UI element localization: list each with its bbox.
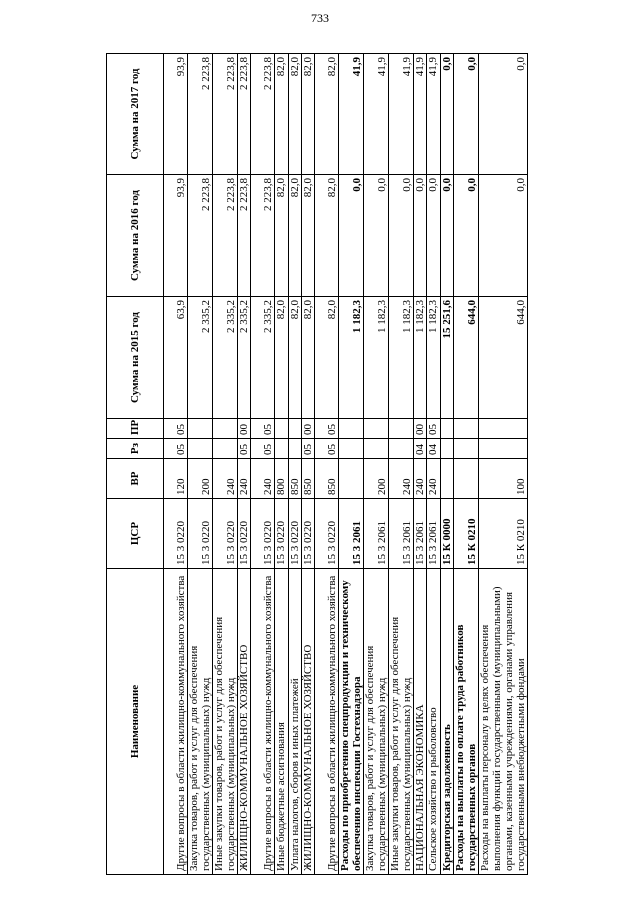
cell-vr <box>338 459 363 499</box>
cell-sum-2017: 93,9 <box>164 54 188 175</box>
cell-csr: 15 3 0220 <box>314 499 338 569</box>
cell-csr: 15 3 0220 <box>238 499 251 569</box>
cell-sum-2016: 82,0 <box>275 175 288 297</box>
page-number: 733 <box>311 11 329 25</box>
cell-sum-2017: 41,9 <box>414 54 427 175</box>
cell-pr <box>213 419 238 439</box>
cell-sum-2016: 0,0 <box>363 175 388 297</box>
cell-name: Иные закупки товаров, работ и услуг для обеспечения государственных (муниципальных) нужд <box>213 569 238 875</box>
cell-rz <box>478 439 527 459</box>
cell-vr: 100 <box>478 459 527 499</box>
cell-vr: 240 <box>251 459 275 499</box>
cell-sum-2016: 0,0 <box>427 175 440 297</box>
cell-name: Расходы на выплаты по оплате труда работников государственных органов <box>453 569 478 875</box>
cell-sum-2017: 0,0 <box>440 54 453 175</box>
cell-csr: 15 3 2061 <box>363 499 388 569</box>
table-row <box>213 54 238 875</box>
table-row <box>427 54 440 875</box>
cell-sum-2017: 82,0 <box>275 54 288 175</box>
cell-rz <box>188 439 213 459</box>
cell-sum-2015: 1 182,3 <box>389 297 414 419</box>
budget-table <box>106 53 528 875</box>
cell-csr: 15 3 2061 <box>389 499 414 569</box>
cell-pr <box>363 419 388 439</box>
cell-sum-2015: 2 335,2 <box>188 297 213 419</box>
header-name: Наименование <box>107 569 164 875</box>
table-row <box>238 54 251 875</box>
cell-csr: 15 3 0220 <box>164 499 188 569</box>
cell-sum-2016: 0,0 <box>440 175 453 297</box>
cell-rz <box>453 439 478 459</box>
cell-sum-2016: 2 223,8 <box>213 175 238 297</box>
cell-name: Расходы по приобретению спецпродукции и техническому обеспечению инспекции Гостехнадзора <box>338 569 363 875</box>
cell-sum-2016: 82,0 <box>314 175 338 297</box>
cell-rz: 04 <box>427 439 440 459</box>
cell-sum-2015: 2 335,2 <box>251 297 275 419</box>
header-rz: Рз <box>107 439 164 459</box>
table-row <box>275 54 288 875</box>
cell-sum-2015: 82,0 <box>275 297 288 419</box>
cell-vr: 200 <box>363 459 388 499</box>
rotated-table-container <box>106 54 527 875</box>
cell-sum-2017: 82,0 <box>301 54 314 175</box>
cell-pr: 05 <box>314 419 338 439</box>
cell-sum-2016: 0,0 <box>414 175 427 297</box>
cell-pr: 05 <box>427 419 440 439</box>
cell-rz <box>338 439 363 459</box>
cell-sum-2015: 15 251,6 <box>440 297 453 419</box>
cell-rz: 05 <box>251 439 275 459</box>
cell-rz <box>363 439 388 459</box>
cell-sum-2015: 82,0 <box>288 297 301 419</box>
cell-sum-2015: 82,0 <box>301 297 314 419</box>
cell-sum-2015: 1 182,3 <box>414 297 427 419</box>
cell-name: Закупка товаров, работ и услуг для обеспечения государственных (муниципальных) нужд <box>188 569 213 875</box>
cell-pr: 05 <box>164 419 188 439</box>
cell-name: НАЦИОНАЛЬНАЯ ЭКОНОМИКА <box>414 569 427 875</box>
cell-sum-2015: 2 335,2 <box>238 297 251 419</box>
cell-vr: 200 <box>188 459 213 499</box>
cell-rz <box>275 439 288 459</box>
cell-sum-2017: 2 223,8 <box>238 54 251 175</box>
table-row <box>440 54 453 875</box>
cell-csr: 15 3 0220 <box>301 499 314 569</box>
cell-vr: 120 <box>164 459 188 499</box>
cell-sum-2017: 41,9 <box>389 54 414 175</box>
cell-rz: 05 <box>314 439 338 459</box>
cell-pr <box>389 419 414 439</box>
cell-rz <box>389 439 414 459</box>
cell-rz <box>288 439 301 459</box>
cell-name: Иные закупки товаров, работ и услуг для обеспечения государственных (муниципальных) нужд <box>389 569 414 875</box>
cell-name: Сельское хозяйство и рыболовство <box>427 569 440 875</box>
cell-sum-2017: 82,0 <box>314 54 338 175</box>
cell-sum-2015: 82,0 <box>314 297 338 419</box>
cell-sum-2017: 2 223,8 <box>213 54 238 175</box>
cell-vr: 240 <box>238 459 251 499</box>
cell-sum-2017: 41,9 <box>427 54 440 175</box>
cell-sum-2016: 82,0 <box>301 175 314 297</box>
cell-name: ЖИЛИЩНО-КОММУНАЛЬНОЕ ХОЗЯЙСТВО <box>238 569 251 875</box>
table-row <box>414 54 427 875</box>
cell-sum-2016: 2 223,8 <box>238 175 251 297</box>
cell-vr: 850 <box>288 459 301 499</box>
cell-vr: 850 <box>314 459 338 499</box>
table-row <box>251 54 275 875</box>
cell-sum-2016: 0,0 <box>453 175 478 297</box>
table-row <box>301 54 314 875</box>
table-row <box>478 54 527 875</box>
cell-sum-2016: 82,0 <box>288 175 301 297</box>
header-pr: ПР <box>107 419 164 439</box>
table-row <box>188 54 213 875</box>
cell-sum-2016: 93,9 <box>164 175 188 297</box>
table-row <box>314 54 338 875</box>
cell-rz: 05 <box>301 439 314 459</box>
table-row <box>389 54 414 875</box>
cell-csr: 15 3 0220 <box>275 499 288 569</box>
cell-csr: 15 К 0210 <box>478 499 527 569</box>
cell-pr: 00 <box>414 419 427 439</box>
table-row <box>453 54 478 875</box>
cell-csr: 15 3 2061 <box>414 499 427 569</box>
cell-rz: 05 <box>238 439 251 459</box>
cell-csr: 15 3 0220 <box>251 499 275 569</box>
table-row <box>164 54 188 875</box>
cell-sum-2015: 1 182,3 <box>363 297 388 419</box>
cell-name: Уплата налогов, сборов и иных платежей <box>288 569 301 875</box>
header-sum-2017: Сумма на 2017 год <box>107 54 164 175</box>
cell-name: Другие вопросы в области жилищно-коммунального хозяйства <box>164 569 188 875</box>
cell-sum-2017: 2 223,8 <box>251 54 275 175</box>
cell-sum-2017: 0,0 <box>453 54 478 175</box>
cell-pr <box>288 419 301 439</box>
cell-rz: 04 <box>414 439 427 459</box>
cell-sum-2016: 2 223,8 <box>251 175 275 297</box>
table-row <box>363 54 388 875</box>
cell-pr <box>275 419 288 439</box>
cell-name: Иные бюджетные ассигнования <box>275 569 288 875</box>
cell-name: Другие вопросы в области жилищно-коммунального хозяйства <box>314 569 338 875</box>
cell-sum-2017: 41,9 <box>363 54 388 175</box>
cell-vr <box>453 459 478 499</box>
cell-pr <box>338 419 363 439</box>
cell-rz: 05 <box>164 439 188 459</box>
cell-rz <box>213 439 238 459</box>
cell-sum-2016: 0,0 <box>478 175 527 297</box>
cell-csr: 15 К 0000 <box>440 499 453 569</box>
table-body <box>164 54 528 875</box>
cell-sum-2017: 82,0 <box>288 54 301 175</box>
cell-vr: 850 <box>301 459 314 499</box>
header-sum-2016: Сумма на 2016 год <box>107 175 164 297</box>
cell-sum-2017: 41,9 <box>338 54 363 175</box>
table-header-row <box>107 54 164 875</box>
cell-sum-2015: 644,0 <box>453 297 478 419</box>
cell-csr: 15 3 0220 <box>188 499 213 569</box>
cell-sum-2015: 1 182,3 <box>427 297 440 419</box>
cell-sum-2016: 2 223,8 <box>188 175 213 297</box>
table-row <box>338 54 363 875</box>
cell-pr: 00 <box>301 419 314 439</box>
header-vr: ВР <box>107 459 164 499</box>
cell-rz <box>440 439 453 459</box>
table-row <box>288 54 301 875</box>
cell-name: Другие вопросы в области жилищно-коммунального хозяйства <box>251 569 275 875</box>
cell-name: Расходы на выплаты персоналу в целях обеспечения выполнения функций государственными (муниципальными) органами, казенными учреждениями, органами управления государственными внебюджетными фондами <box>478 569 527 875</box>
cell-vr: 800 <box>275 459 288 499</box>
cell-vr: 240 <box>427 459 440 499</box>
cell-vr <box>440 459 453 499</box>
cell-csr: 15 3 0220 <box>288 499 301 569</box>
cell-pr <box>440 419 453 439</box>
cell-sum-2017: 2 223,8 <box>188 54 213 175</box>
header-sum-2015: Сумма на 2015 год <box>107 297 164 419</box>
cell-sum-2017: 0,0 <box>478 54 527 175</box>
cell-name: Закупка товаров, работ и услуг для обеспечения государственных (муниципальных) нужд <box>363 569 388 875</box>
cell-sum-2015: 2 335,2 <box>213 297 238 419</box>
cell-vr: 240 <box>213 459 238 499</box>
cell-name: Кредиторская задолженность <box>440 569 453 875</box>
cell-csr: 15 3 2061 <box>338 499 363 569</box>
cell-csr: 15 3 2061 <box>427 499 440 569</box>
cell-csr: 15 К 0210 <box>453 499 478 569</box>
cell-pr <box>478 419 527 439</box>
cell-sum-2015: 63,9 <box>164 297 188 419</box>
cell-pr <box>453 419 478 439</box>
cell-pr: 05 <box>251 419 275 439</box>
cell-sum-2015: 644,0 <box>478 297 527 419</box>
cell-sum-2015: 1 182,3 <box>338 297 363 419</box>
cell-sum-2016: 0,0 <box>389 175 414 297</box>
cell-pr: 00 <box>238 419 251 439</box>
cell-pr <box>188 419 213 439</box>
cell-sum-2016: 0,0 <box>338 175 363 297</box>
cell-vr: 240 <box>389 459 414 499</box>
cell-csr: 15 3 0220 <box>213 499 238 569</box>
header-csr: ЦСР <box>107 499 164 569</box>
cell-name: ЖИЛИЩНО-КОММУНАЛЬНОЕ ХОЗЯЙСТВО <box>301 569 314 875</box>
cell-vr: 240 <box>414 459 427 499</box>
